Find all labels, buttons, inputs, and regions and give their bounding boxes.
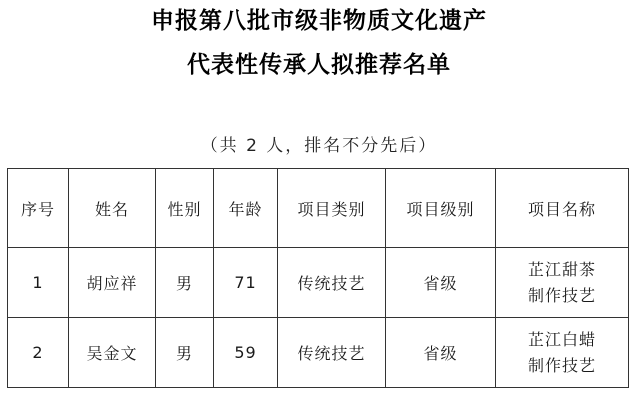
cell-age: 59 <box>214 318 278 388</box>
document-title-line2: 代表性传承人拟推荐名单 <box>187 52 451 78</box>
cell-category: 传统技艺 <box>278 318 386 388</box>
table-row <box>8 248 629 318</box>
cell-level: 省级 <box>386 318 496 388</box>
cell-name: 胡应祥 <box>69 248 156 318</box>
cell-index: 2 <box>8 318 69 388</box>
table-row <box>8 318 629 388</box>
cell-index: 1 <box>8 248 69 318</box>
header-age: 年龄 <box>214 169 278 248</box>
header-category: 项目类别 <box>278 169 386 248</box>
header-index: 序号 <box>8 169 69 248</box>
cell-age: 71 <box>214 248 278 318</box>
count-note: （共 2 人，排名不分先后） <box>200 136 438 156</box>
cell-level: 省级 <box>386 248 496 318</box>
cell-project-text: 芷江白蜡制作技艺 <box>527 329 596 375</box>
nominee-table <box>7 168 629 388</box>
cell-project <box>496 248 629 318</box>
header-project: 项目名称 <box>496 169 629 248</box>
cell-gender: 男 <box>156 318 214 388</box>
cell-project-text: 芷江甜茶制作技艺 <box>527 259 596 305</box>
header-name: 姓名 <box>69 169 156 248</box>
table-header-row <box>8 169 629 248</box>
cell-name: 吴金文 <box>69 318 156 388</box>
cell-project <box>496 318 629 388</box>
cell-category: 传统技艺 <box>278 248 386 318</box>
document-title-line1: 申报第八批市级非物质文化遗产 <box>151 8 487 34</box>
cell-gender: 男 <box>156 248 214 318</box>
header-level: 项目级别 <box>386 169 496 248</box>
header-gender: 性别 <box>156 169 214 248</box>
